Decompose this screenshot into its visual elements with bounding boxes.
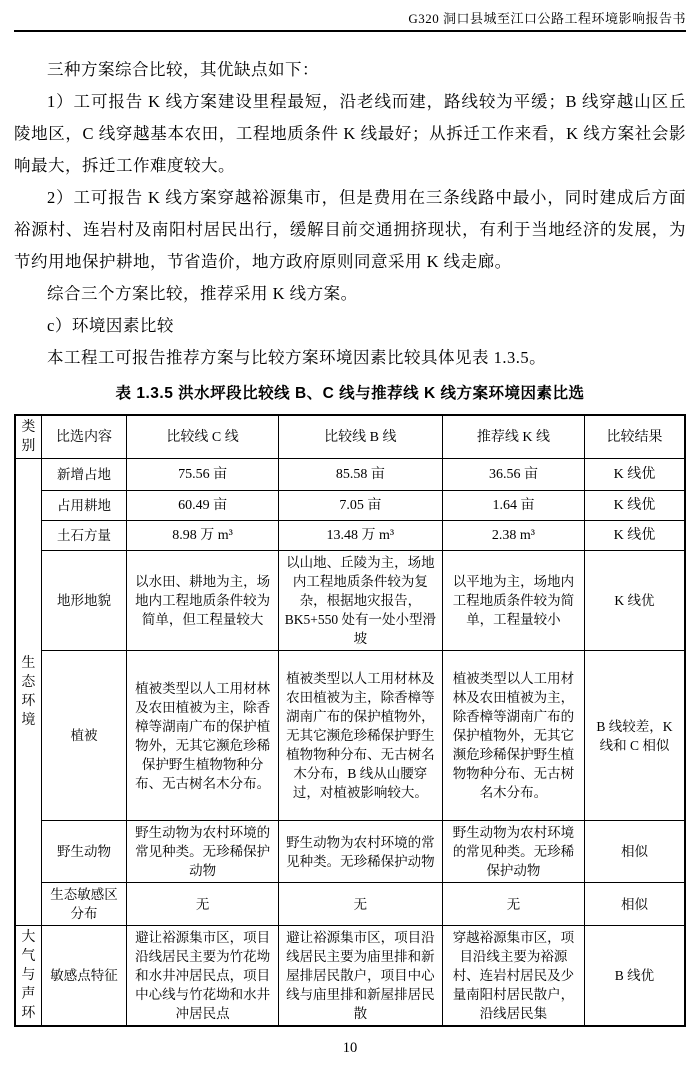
line-k-cell: 2.38 m³ [442,521,584,551]
page-number: 10 [342,1040,358,1056]
paragraph-table-ref: 本工程工可报告推荐方案与比较方案环境因素比较具体见表 1.3.5。 [47,348,547,367]
body-text [14,54,686,374]
table-row [15,926,685,1027]
line-b-cell: 植被类型以人工用材林及农田植被为主，除香樟等湖南广布的保护植物外，无其它濒危珍稀保护野生植物物种分布、无古树名木分布，B 线从山腰穿过，对植被影响较大。 [278,651,442,821]
paragraph-intro: 三种方案综合比较，其优缺点如下： [47,60,319,79]
item-cell: 野生动物 [41,821,127,883]
line-k-cell: 无 [442,883,584,926]
result-cell: K 线优 [584,459,685,491]
item-cell: 新增占地 [41,459,127,491]
line-k-cell: 野生动物为农村环境的常见种类。无珍稀保护动物 [442,821,584,883]
result-cell: B 线优 [584,926,685,1027]
table-caption: 表 1.3.5 洪水坪段比较线 B、C 线与推荐线 K 线方案环境因素比选 [115,385,585,402]
table-row [15,883,685,926]
line-b-cell: 野生动物为农村环境的常见种类。无珍稀保护动物 [278,821,442,883]
line-k-cell: 1.64 亩 [442,491,584,521]
line-b-cell: 85.58 亩 [278,459,442,491]
category-cell-ecology: 生态环境 [15,459,41,926]
item-cell: 生态敏感区分布 [41,883,127,926]
item-cell: 占用耕地 [41,491,127,521]
header-line-b: 比较线 B 线 [278,415,442,459]
paragraph-point-1: 1）工可报告 K 线方案建设里程最短，沿老线而建，路线较为平缓；B 线穿越山区丘陵地区，C 线穿越基本农田，工程地质条件 K 线最好；从拆迁工作来看，K 线方案社会影响最大，拆迁工作难度较大。 [14,92,686,175]
running-header: G320 洞口县城至江口公路工程环境影响报告书 [14,6,686,32]
paragraph-point-2: 2）工可报告 K 线方案穿越裕源集市，但是费用在三条线路中最小，同时建成后方面裕源村、连岩村及南阳村居民出行，缓解目前交通拥挤现状，有利于当地经济的发展，为节约用地保护耕地，节省造价，地方政府原则同意采用 K 线走廊。 [14,188,686,271]
line-c-cell: 以水田、耕地为主，场地内工程地质条件较为简单，但工程量较大 [127,551,278,651]
category-cell-air-noise: 大气与声环 [15,926,41,1027]
line-c-cell: 野生动物为农村环境的常见种类。无珍稀保护动物 [127,821,278,883]
paragraph-section-c: c）环境因素比较 [47,316,174,335]
item-cell: 植被 [41,651,127,821]
header-item: 比选内容 [41,415,127,459]
item-cell: 敏感点特征 [41,926,127,1027]
line-b-cell: 无 [278,883,442,926]
table-row [15,651,685,821]
line-c-cell: 无 [127,883,278,926]
line-c-cell: 植被类型以人工用材林及农田植被为主，除香樟等湖南广布的保护植物外，无其它濒危珍稀保护野生植物物种分布、无古树名木分布。 [127,651,278,821]
table-row [15,551,685,651]
result-cell: K 线优 [584,521,685,551]
result-cell: 相似 [584,821,685,883]
result-cell: 相似 [584,883,685,926]
result-cell: K 线优 [584,491,685,521]
paragraph-conclusion: 综合三个方案比较，推荐采用 K 线方案。 [47,284,358,303]
line-k-cell: 植被类型以人工用材林及农田植被为主，除香樟等湖南广布的保护植物外，无其它濒危珍稀保护野生植物物种分布、无古树名木分布。 [442,651,584,821]
line-c-cell: 避让裕源集市区，项目沿线居民主要为竹花坳和水井冲居民点，项目中心线与竹花坳和水井冲居民点 [127,926,278,1027]
header-line-c: 比较线 C 线 [127,415,278,459]
header-line-k: 推荐线 K 线 [442,415,584,459]
line-k-cell: 以平地为主，场地内工程地质条件较为简单，工程量较小 [442,551,584,651]
table-header-row [15,415,685,459]
line-c-cell: 75.56 亩 [127,459,278,491]
header-result: 比较结果 [584,415,685,459]
item-cell: 土石方量 [41,521,127,551]
table-row [15,491,685,521]
line-k-cell: 36.56 亩 [442,459,584,491]
line-b-cell: 7.05 亩 [278,491,442,521]
item-cell: 地形地貌 [41,551,127,651]
line-b-cell: 避让裕源集市区，项目沿线居民主要为庙里排和新屋排居民散户，项目中心线与庙里排和新屋排居民散 [278,926,442,1027]
line-c-cell: 60.49 亩 [127,491,278,521]
header-category: 类别 [15,415,41,459]
line-b-cell: 以山地、丘陵为主，场地内工程地质条件较为复杂，根据地灾报告，BK5+550 处有一处小型滑坡 [278,551,442,651]
table-row [15,821,685,883]
table-row [15,459,685,491]
line-c-cell: 8.98 万 m³ [127,521,278,551]
table-row [15,521,685,551]
result-cell: K 线优 [584,551,685,651]
line-b-cell: 13.48 万 m³ [278,521,442,551]
result-cell: B 线较差，K 线和 C 相似 [584,651,685,821]
line-k-cell: 穿越裕源集市区，项目沿线主要为裕源村、连岩村居民及少量南阳村居民散户，沿线居民集 [442,926,584,1027]
comparison-table [14,414,686,1027]
